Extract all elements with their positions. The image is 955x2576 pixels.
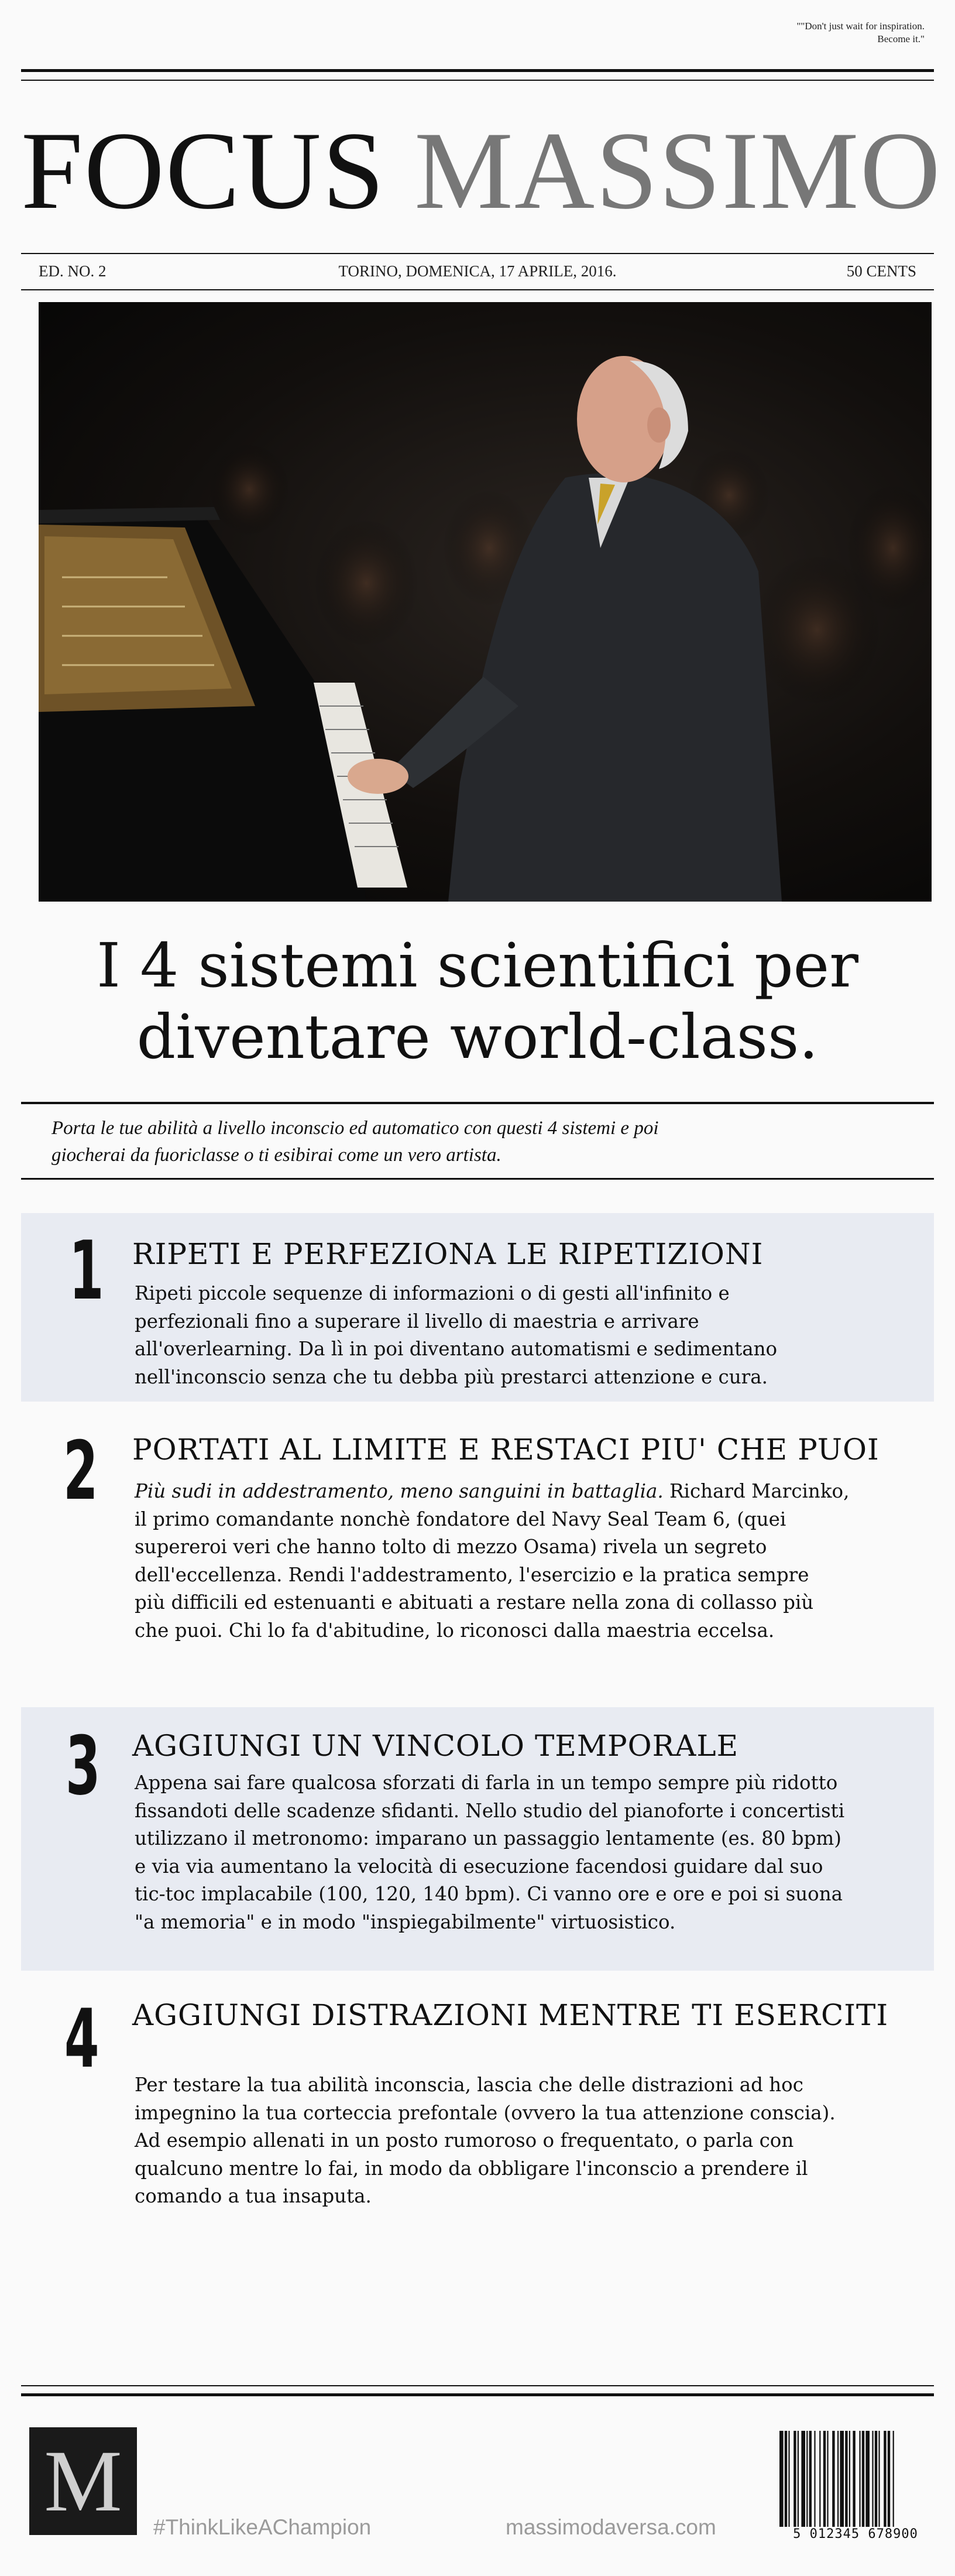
section-4-line-2: impegnino la tua corteccia prefontale (ovvero la tua attenzione conscia). <box>135 2101 836 2124</box>
barcode-bar <box>779 2431 784 2530</box>
barcode-bar <box>845 2431 847 2530</box>
pianist-illustration <box>39 302 932 902</box>
section-4-body <box>135 2071 907 2211</box>
barcode-digits: 5 012345 678900 <box>776 2527 935 2541</box>
section-3-title: AGGIUNGI UN VINCOLO TEMPORALE <box>132 1729 739 1763</box>
barcode <box>776 2428 935 2546</box>
barcode-bar <box>849 2431 850 2530</box>
section-3-line-4: e via via aumentano la velocità di esecuzione facendosi guidare dal suo <box>135 1855 823 1878</box>
barcode-bar <box>823 2431 826 2530</box>
barcode-bar <box>809 2431 812 2530</box>
masthead-title <box>21 109 942 232</box>
barcode-bar <box>878 2431 880 2530</box>
barcode-bar <box>827 2431 828 2530</box>
headline-line-1: I 4 sistemi scientifici per <box>97 930 858 1001</box>
section-2-lead-italic: Più sudi in addestramento, meno sanguini in battaglia. <box>135 1480 664 1502</box>
top-rule-thin <box>21 80 934 81</box>
section-1-line-2: perfezionali fino a superare il livello di maestria e arrivare <box>135 1310 699 1332</box>
section-4-number: 4 <box>64 1992 99 2086</box>
masthead-quote <box>679 20 925 46</box>
edition-number: ED. NO. 2 <box>39 262 107 280</box>
subheadline <box>51 1115 906 1169</box>
section-2-line-2: supereroi veri che hanno tolto di mezzo Osama) rivela un segreto <box>135 1536 767 1558</box>
footer-website[interactable]: massimodaversa.com <box>506 2515 716 2539</box>
section-2-line-4: più difficili ed estenuanti e abituati a restare nella zona di collasso più <box>135 1591 814 1614</box>
dateline-price: 50 CENTS <box>846 262 916 280</box>
barcode-bar <box>859 2431 860 2530</box>
quote-line-1: ""Don't just wait for inspiration. <box>796 20 925 32</box>
main-headline <box>21 930 934 1073</box>
barcode-bar <box>893 2431 894 2530</box>
section-3-number: 3 <box>66 1719 101 1813</box>
quote-line-2: Become it." <box>877 33 925 44</box>
section-2-line-3: dell'eccellenza. Rendi l'addestramento, l'esercizio e la pratica sempre <box>135 1563 809 1586</box>
barcode-bar <box>793 2431 796 2530</box>
section-1-line-3: all'overlearning. Da lì in poi diventano automatismi e sedimentano <box>135 1338 778 1360</box>
section-3-line-6: "a memoria" e in modo "inspiegabilmente" virtuosistico. <box>135 1910 676 1933</box>
barcode-bar <box>785 2431 787 2530</box>
subhead-line-1: Porta le tue abilità a livello inconscio ed automatico con questi 4 sistemi e poi <box>51 1118 659 1139</box>
barcode-bar <box>801 2431 805 2530</box>
subhead-rule-bottom <box>21 1178 934 1180</box>
footer-rule-thin <box>21 2385 934 2386</box>
footer-logo-letter: M <box>44 2433 122 2530</box>
footer-logo <box>29 2427 137 2535</box>
top-rule-thick <box>21 69 934 72</box>
subhead-rule-top <box>21 1102 934 1104</box>
section-1-line-4: nell'inconscio senza che tu debba più prestarci attenzione e cura. <box>135 1365 768 1388</box>
section-2-body <box>135 1478 907 1645</box>
barcode-bar <box>884 2431 886 2530</box>
section-2-line-1: il primo comandante nonchè fondatore del Navy Seal Team 6, (quei <box>135 1508 786 1530</box>
barcode-bar <box>832 2431 834 2530</box>
section-2-lead <box>135 1478 907 1506</box>
barcode-bar <box>888 2431 890 2530</box>
barcode-bar <box>837 2431 839 2530</box>
section-3-line-1: Appena sai fare qualcosa sforzati di farla in un tempo sempre più ridotto <box>135 1772 838 1794</box>
subhead-line-2: giocherai da fuoriclasse o ti esibirai come un vero artista. <box>51 1145 501 1166</box>
barcode-bar <box>819 2431 820 2530</box>
section-1-number: 1 <box>69 1224 104 1318</box>
barcode-bar <box>806 2431 808 2530</box>
section-2-title: PORTATI AL LIMITE E RESTACI PIU' CHE PUOI <box>132 1433 880 1467</box>
section-1-body <box>135 1280 907 1391</box>
barcode-bar <box>872 2431 873 2530</box>
barcode-bar <box>840 2431 844 2530</box>
section-2-line-5: che puoi. Chi lo fa d'abitudine, lo riconosci dalla maestria eccelsa. <box>135 1619 775 1642</box>
section-2-lead-rest: Richard Marcinko, <box>663 1480 850 1502</box>
masthead-word-focus: FOCUS <box>21 109 386 232</box>
barcode-bar <box>853 2431 855 2530</box>
section-3-body <box>135 1769 907 1936</box>
dateline-rule-top <box>21 253 934 254</box>
masthead-word-massimo: MASSIMO <box>414 109 942 232</box>
dateline-rule-bottom <box>21 289 934 290</box>
hero-photo-pianist <box>39 302 932 902</box>
barcode-bar <box>798 2431 799 2530</box>
footer-rule-thick <box>21 2393 934 2396</box>
section-3-line-5: tic-toc implacabile (100, 120, 140 bpm). Ci vanno ore e ore e poi si suona <box>135 1883 843 1905</box>
barcode-bar <box>862 2431 864 2530</box>
section-4-line-1: Per testare la tua abilità inconscia, lascia che delle distrazioni ad hoc <box>135 2074 803 2096</box>
section-3-line-3: utilizzano il metronomo: imparano un passaggio lentamente (es. 80 bpm) <box>135 1827 841 1849</box>
headline-line-2: diventare world-class. <box>136 1001 819 1073</box>
barcode-bar <box>788 2431 789 2530</box>
section-4-line-4: qualcuno mentre lo fai, in modo da obbligare l'inconscio a prendere il <box>135 2157 808 2180</box>
section-4-line-3: Ad esempio allenati in un posto rumoroso o frequentato, o parla con <box>135 2129 794 2152</box>
section-2-number: 2 <box>63 1424 98 1518</box>
barcode-bar <box>875 2431 877 2530</box>
section-3-line-2: fissandoti delle scadenze sfidanti. Nello studio del pianoforte i concertisti <box>135 1799 845 1822</box>
section-4-line-5: comando a tua insaputa. <box>135 2185 372 2207</box>
dateline-date: TORINO, DOMENICA, 17 APRILE, 2016. <box>338 262 617 280</box>
footer-hashtag: #ThinkLikeAChampion <box>153 2515 372 2539</box>
barcode-bar <box>814 2431 815 2530</box>
section-1-line-1: Ripeti piccole sequenze di informazioni o di gesti all'infinito e <box>135 1282 730 1304</box>
section-4-title: AGGIUNGI DISTRAZIONI MENTRE TI ESERCITI <box>132 1998 889 2032</box>
section-1-title: RIPETI E PERFEZIONA LE RIPETIZIONI <box>132 1237 764 1271</box>
barcode-bar <box>865 2431 870 2530</box>
